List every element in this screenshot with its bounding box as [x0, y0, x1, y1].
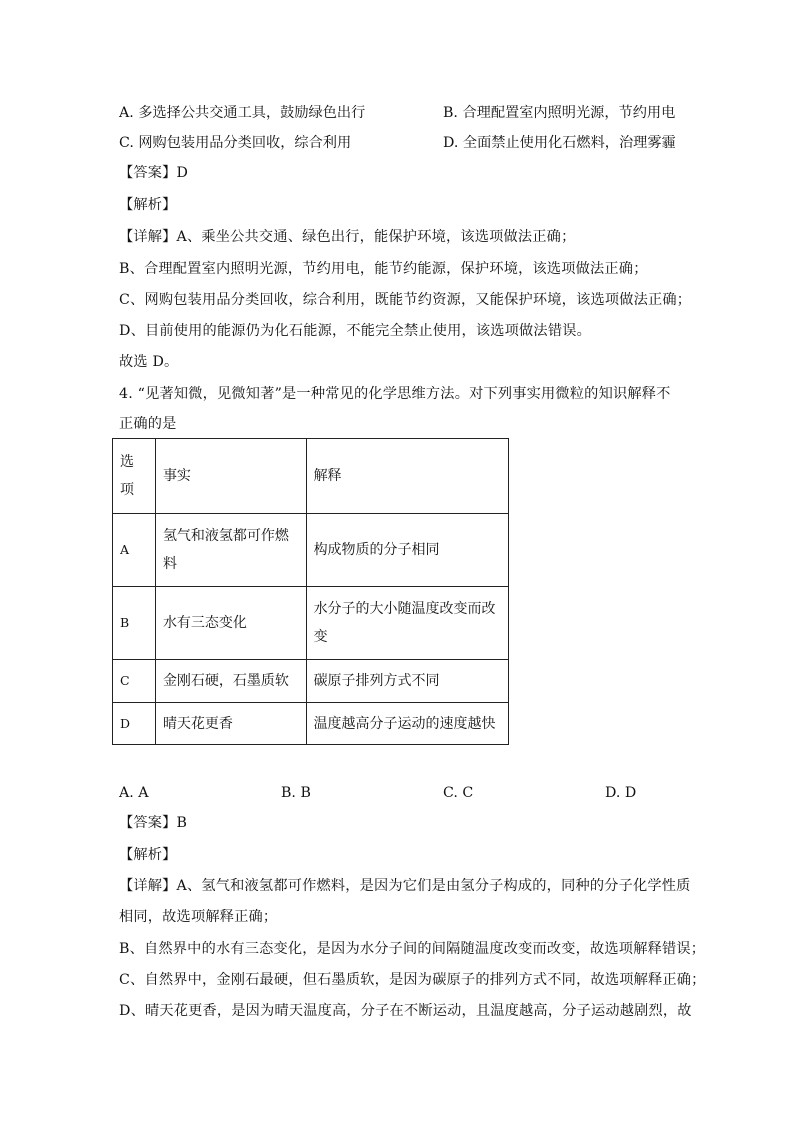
q4-option-b: B. B: [281, 785, 311, 801]
q3-option-b: B. 合理配置室内照明光源，节约用电: [443, 105, 676, 121]
q4-detail-line: 相同，故选项解释正确；: [119, 909, 278, 925]
q4-option-c: C. C: [443, 785, 474, 801]
q4-detail-line: C、自然界中，金刚石最硬，但石墨质软，是因为碳原子的排列方式不同，故选项解释正确；: [119, 972, 706, 988]
q3-answer: 【答案】D: [119, 165, 189, 181]
q4-option-a: A. A: [119, 785, 149, 801]
row-fact: 晴天花更香: [155, 703, 306, 745]
q3-option-a: A. 多选择公共交通工具，鼓励绿色出行: [119, 105, 366, 121]
q3-detail-line: D、目前使用的能源仍为化石能源，不能完全禁止使用，该选项做法错误。: [119, 323, 591, 339]
q3-option-c: C. 网购包装用品分类回收，综合利用: [119, 135, 352, 151]
q4-detail-line: 【详解】A、氢气和液氢都可作燃料，是因为它们是由氢分子构成的，同种的分子化学性质: [119, 878, 691, 894]
table-row: [113, 514, 509, 587]
row-explain-text: 水分子的大小随温度改变而改: [313, 601, 496, 617]
q4-stem: 4. “见著知微，见微知著”是一种常见的化学思维方法。对下列事实用微粒的知识解释不: [119, 386, 671, 402]
row-fact: 水有三态变化: [155, 587, 306, 660]
header-explain-cell: 解释: [306, 439, 508, 514]
q3-analysis-label: 【解析】: [119, 197, 177, 213]
header-option-text: 选: [120, 454, 134, 470]
q4-option-d: D. D: [605, 785, 637, 801]
q4-answer: 【答案】B: [119, 815, 188, 831]
row-fact: 金刚石硬，石墨质软: [155, 660, 306, 703]
row-option: A: [113, 514, 156, 587]
row-fact-text: 料: [162, 556, 177, 572]
row-option: D: [113, 703, 156, 745]
q3-option-d: D. 全面禁止使用化石燃料，治理雾霾: [443, 135, 676, 151]
q4-detail-line: D、晴天花更香，是因为晴天温度高，分子在不断运动，且温度越高，分子运动越剧烈，故: [119, 1003, 692, 1019]
row-option: B: [113, 587, 156, 660]
row-explain: [306, 587, 508, 660]
table-row: [113, 660, 509, 703]
header-option-text: 项: [120, 482, 134, 498]
q3-detail-line: 【详解】A、乘坐公共交通、绿色出行，能保护环境，该选项做法正确；: [119, 229, 576, 245]
header-fact-cell: 事实: [155, 439, 306, 514]
facts-table: [112, 438, 509, 745]
table-row: [113, 703, 509, 745]
row-option: C: [113, 660, 156, 703]
table-row: [113, 587, 509, 660]
row-explain: 构成物质的分子相同: [306, 514, 508, 587]
row-explain: 碳原子排列方式不同: [306, 660, 508, 703]
q4-detail-line: B、自然界中的水有三态变化，是因为水分子间的间隔随温度改变而改变，故选项解释错误；: [119, 941, 706, 957]
table-header-row: [113, 439, 509, 514]
q3-detail-line: B、合理配置室内照明光源，节约用电，能节约能源，保护环境，该选项做法正确；: [119, 261, 648, 277]
row-explain-text: 变: [313, 629, 328, 645]
row-explain: 温度越高分子运动的速度越快: [306, 703, 508, 745]
header-option-cell: [113, 439, 156, 514]
row-fact: [155, 514, 306, 587]
q4-analysis-label: 【解析】: [119, 847, 177, 863]
q3-detail-line: C、网购包装用品分类回收，综合利用，既能节约资源，又能保护环境，该选项做法正确；: [119, 292, 692, 308]
row-fact-text: 氢气和液氢都可作燃: [162, 528, 289, 544]
q3-detail-line: 故选 D。: [119, 354, 179, 370]
q4-stem-cont: 正确的是: [119, 416, 177, 432]
